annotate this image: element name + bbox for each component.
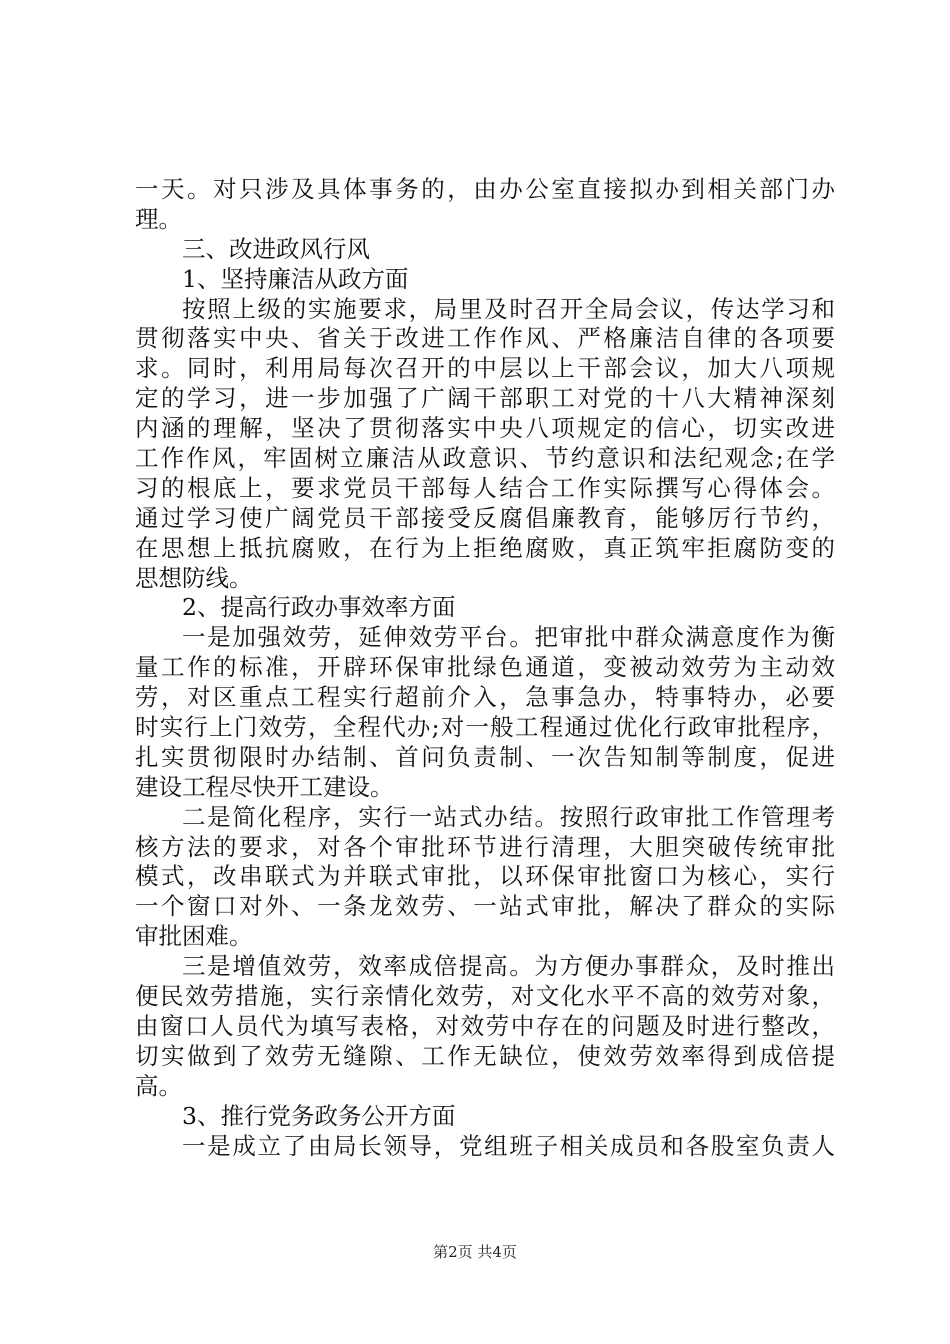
body-line: 求。同时，利用局每次召开的中层以上干部会议，加大八项规 bbox=[135, 354, 835, 383]
body-line: 理。 bbox=[135, 204, 182, 233]
page-footer: 第2页 共4页 bbox=[433, 1243, 517, 1261]
body-line: 切实做到了效劳无缝隙、工作无缺位，使效劳效率得到成倍提 bbox=[135, 1041, 835, 1070]
body-line: 一是成立了由局长领导，党组班子相关成员和各股室负责人 bbox=[182, 1131, 835, 1160]
subsection-heading: 3、推行党务政务公开方面 bbox=[182, 1101, 456, 1130]
body-line: 高。 bbox=[135, 1071, 182, 1100]
body-line: 扎实贯彻限时办结制、首问负责制、一次告知制等制度，促进 bbox=[135, 742, 835, 771]
subsection-heading: 2、提高行政办事效率方面 bbox=[182, 593, 456, 622]
body-line: 二是简化程序，实行一站式办结。按照行政审批工作管理考 bbox=[182, 802, 835, 831]
section-heading: 三、改进政风行风 bbox=[182, 234, 370, 263]
body-line: 定的学习，进一步加强了广阔干部职工对党的十八大精神深刻 bbox=[135, 384, 835, 413]
body-line: 一个窗口对外、一条龙效劳、一站式审批，解决了群众的实际 bbox=[135, 892, 835, 921]
body-line: 在思想上抵抗腐败，在行为上拒绝腐败，真正筑牢拒腐防变的 bbox=[135, 533, 835, 562]
body-line: 内涵的理解，坚决了贯彻落实中央八项规定的信心，切实改进 bbox=[135, 414, 835, 443]
body-line: 模式，改串联式为并联式审批，以环保审批窗口为核心，实行 bbox=[135, 862, 835, 891]
body-line: 三是增值效劳，效率成倍提高。为方便办事群众，及时推出 bbox=[182, 952, 835, 981]
body-line: 按照上级的实施要求，局里及时召开全局会议，传达学习和 bbox=[182, 294, 835, 323]
body-line: 习的根底上，要求党员干部每人结合工作实际撰写心得体会。 bbox=[135, 473, 835, 502]
body-line: 核方法的要求，对各个审批环节进行清理，大胆突破传统审批 bbox=[135, 832, 835, 861]
body-line: 一天。对只涉及具体事务的，由办公室直接拟办到相关部门办 bbox=[135, 175, 835, 203]
body-line: 通过学习使广阔党员干部接受反腐倡廉教育，能够厉行节约， bbox=[135, 503, 835, 532]
body-line: 思想防线。 bbox=[135, 563, 253, 592]
body-line: 劳，对区重点工程实行超前介入，急事急办，特事特办，必要 bbox=[135, 683, 835, 712]
subsection-heading: 1、坚持廉洁从政方面 bbox=[182, 264, 409, 293]
body-line: 一是加强效劳，延伸效劳平台。把审批中群众满意度作为衡 bbox=[182, 623, 835, 652]
document-body bbox=[135, 175, 835, 1161]
body-line: 由窗口人员代为填写表格，对效劳中存在的问题及时进行整改， bbox=[135, 1011, 835, 1040]
body-line: 建设工程尽快开工建设。 bbox=[135, 772, 394, 801]
body-line: 量工作的标准，开辟环保审批绿色通道，变被动效劳为主动效 bbox=[135, 653, 835, 682]
body-line: 审批困难。 bbox=[135, 922, 253, 951]
body-line: 便民效劳措施，实行亲情化效劳，对文化水平不高的效劳对象， bbox=[135, 982, 835, 1011]
body-line: 贯彻落实中央、省关于改进工作作风、严格廉洁自律的各项要 bbox=[135, 324, 835, 353]
body-line: 时实行上门效劳，全程代办;对一般工程通过优化行政审批程序， bbox=[135, 713, 835, 742]
body-line: 工作作风，牢固树立廉洁从政意识、节约意识和法纪观念;在学 bbox=[135, 444, 835, 473]
